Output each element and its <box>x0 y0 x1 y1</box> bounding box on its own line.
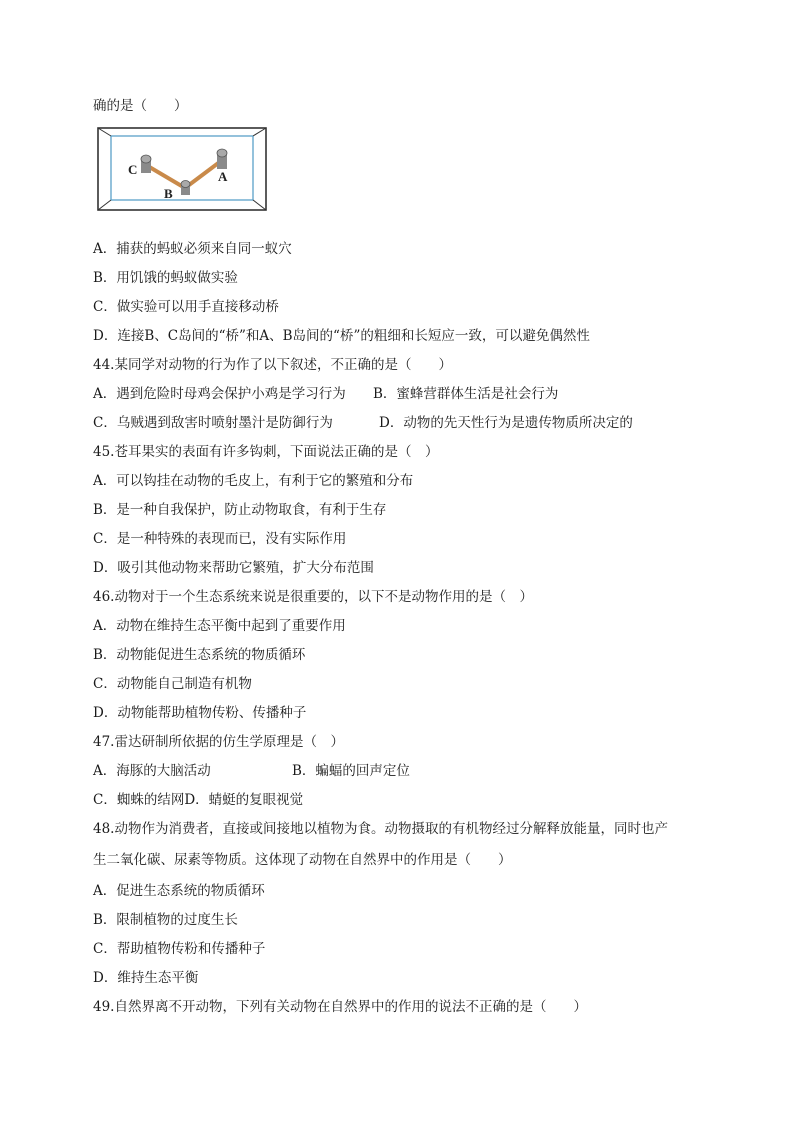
question-47-stem: 47.雷达研制所依据的仿生学原理是（ ） <box>93 734 344 750</box>
q46-option-a: A．动物在维持生态平衡中起到了重要作用 <box>93 618 346 634</box>
bridge-c-b <box>146 165 185 188</box>
tray-edge <box>98 128 111 136</box>
question-44-stem: 44.某同学对动物的行为作了以下叙述，不正确的是（ ） <box>93 357 452 373</box>
ant-bridge-diagram <box>97 127 267 211</box>
island-a <box>217 149 227 169</box>
q48-option-c: C．帮助植物传粉和传播种子 <box>93 941 266 957</box>
q45-option-b: B．是一种自我保护，防止动物取食，有利于生存 <box>93 502 387 518</box>
tray-edge <box>98 200 111 210</box>
q43-option-d: D．连接B、C岛间的“桥”和A、B岛间的“桥”的粗细和长短应一致，可以避免偶然性 <box>93 328 590 344</box>
question-46-stem: 46.动物对于一个生态系统来说是很重要的，以下不是动物作用的是（ ） <box>93 589 533 605</box>
q47-option-b: B．蝙蝠的回声定位 <box>292 763 410 779</box>
q44-option-b: B．蜜蜂营群体生活是社会行为 <box>373 386 559 402</box>
label-c: C <box>128 162 138 177</box>
q44-option-d: D．动物的先天性行为是遗传物质所决定的 <box>379 415 633 431</box>
q48-option-a: A．促进生态系统的物质循环 <box>93 883 265 899</box>
q45-option-d: D．吸引其他动物来帮助它繁殖，扩大分布范围 <box>93 560 374 576</box>
question-48-stem-line1: 48.动物作为消费者，直接或间接地以植物为食。动物摄取的有机物经过分解释放能量，同时也产 <box>93 821 668 837</box>
label-a: A <box>218 169 228 184</box>
q43-option-b: B．用饥饿的蚂蚁做实验 <box>93 270 238 286</box>
q45-option-a: A．可以钩挂在动物的毛皮上，有利于它的繁殖和分布 <box>93 473 414 489</box>
q43-option-a: A．捕获的蚂蚁必须来自同一蚁穴 <box>93 241 292 257</box>
q43-option-c: C．做实验可以用手直接移动桥 <box>93 299 279 315</box>
q44-option-a: A．遇到危险时母鸡会保护小鸡是学习行为 <box>93 386 346 402</box>
q47-option-cd: C．蜘蛛的结网D．蜻蜓的复眼视觉 <box>93 792 304 808</box>
tray-edge <box>253 200 266 210</box>
q44-option-c: C．乌贼遇到敌害时喷射墨汁是防御行为 <box>93 415 333 431</box>
question-48-stem-line2: 生二氧化碳、尿素等物质。这体现了动物在自然界中的作用是（ ） <box>93 852 512 868</box>
tray-edge <box>253 128 266 136</box>
q45-option-c: C．是一种特殊的表现而已，没有实际作用 <box>93 531 347 547</box>
question-45-stem: 45.苍耳果实的表面有许多钩刺，下面说法正确的是（ ） <box>93 444 439 460</box>
label-b: B <box>164 186 173 201</box>
q47-option-a: A．海豚的大脑活动 <box>93 763 211 779</box>
q48-option-d: D．维持生态平衡 <box>93 970 199 986</box>
q46-option-b: B．动物能促进生态系统的物质循环 <box>93 647 306 663</box>
question-43-stem-tail: 确的是（ ） <box>93 98 188 114</box>
island-c <box>141 155 151 173</box>
island-b <box>181 181 190 196</box>
tray-outer <box>98 128 266 210</box>
q48-option-b: B．限制植物的过度生长 <box>93 912 238 928</box>
bridge-b-a <box>185 161 221 188</box>
question-49-stem: 49.自然界离不开动物，下列有关动物在自然界中的作用的说法不正确的是（ ） <box>93 999 587 1015</box>
q46-option-d: D．动物能帮助植物传粉、传播种子 <box>93 705 307 721</box>
q46-option-c: C．动物能自己制造有机物 <box>93 676 252 692</box>
